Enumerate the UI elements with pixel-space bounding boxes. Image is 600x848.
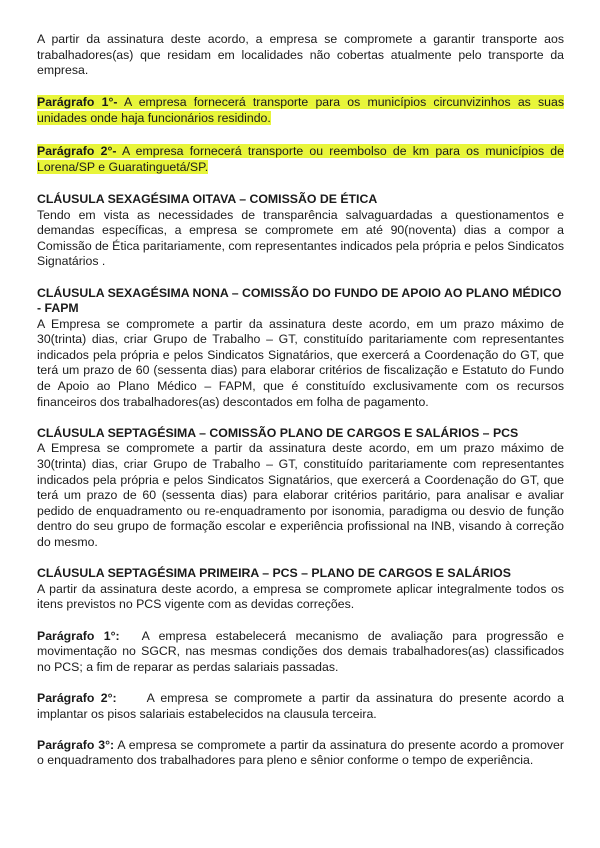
clause-70-heading: CLÁUSULA SEPTAGÉSIMA – COMISSÃO PLANO DE CARGOS E SALÁRIOS – PCS xyxy=(37,425,519,440)
clause-71-paragraph-2-label: Parágrafo 2°: xyxy=(37,690,117,705)
clause-68-body: Tendo em vista as necessidades de transparência salvaguardadas a questionamentos e demandas específicas, a empresa se compromete em até 90(noventa) dias a compor a Comissão de Ética paritariamente, com representantes indicados pela própria e pelos Sindicatos Signatários . xyxy=(37,207,565,269)
clause-71-paragraph-2 xyxy=(37,691,564,722)
paragraph-2-label: Parágrafo 2°- xyxy=(37,144,117,159)
paragraph-1-transport xyxy=(37,94,564,127)
clause-71-heading: CLÁUSULA SEPTAGÉSIMA PRIMEIRA – PCS – PLANO DE CARGOS E SALÁRIOS xyxy=(37,566,511,581)
clause-71-paragraph-3-label: Parágrafo 3°: xyxy=(37,737,115,752)
clause-71-paragraph-3 xyxy=(37,738,564,769)
paragraph-1-label: Parágrafo 1°- xyxy=(37,95,118,110)
clause-69-heading: CLÁUSULA SEXAGÉSIMA NONA – COMISSÃO DO FUNDO DE APOIO AO PLANO MÉDICO - FAPM xyxy=(37,285,562,316)
intro-paragraph: A partir da assinatura deste acordo, a empresa se compromete a garantir transporte aos trabalhadores(as) que residam em localidades não cobertas atualmente pelo transporte da empresa. xyxy=(37,32,564,78)
paragraph-1-text: A empresa fornecerá transporte para os municípios circunvizinhos as suas unidades onde haja funcionários residindo. xyxy=(37,95,565,125)
clause-71-paragraph-1 xyxy=(37,629,564,676)
clause-71-paragraph-1-label: Parágrafo 1°: xyxy=(37,628,120,643)
clause-70-body: A Empresa se compromete a partir da assinatura deste acordo, em um prazo máximo de 30(trinta) dias, criar Grupo de Trabalho – GT, constituído paritariamente com representantes indicados pela própria e pelos Sindicatos Signatários, que exercerá a Coordenação do GT, que terá um prazo de 60 (sessenta dias) para elaborar critérios paritário, para analisar e avaliar pedido de enquadramento ou re-enquadramento por isonomia, paradigma ou desvio de função dentro do seu grupo de formação escolar e experiência profissional na INB, visando à correção do mesmo. xyxy=(37,441,564,549)
clause-71-paragraph-1-text: A empresa estabelecerá mecanismo de avaliação para progressão e movimentação no SGCR, nas mesmas condições dos demais trabalhadores(as) classificados no PCS; a fim de reparar as perdas salariais passadas. xyxy=(37,628,564,674)
clause-71-paragraph-2-text: A empresa se compromete a partir da assinatura do presente acordo a implantar os pisos salariais estabelecidos na clausula terceira. xyxy=(37,690,564,721)
clause-71-paragraph-3-text: A empresa se compromete a partir da assinatura do presente acordo a promover o enquadramento dos trabalhadores para pleno e sênior conforme o tempo de experiência. xyxy=(37,737,564,768)
paragraph-2-transport xyxy=(37,143,564,176)
clause-71-body: A partir da assinatura deste acordo, a empresa se compromete aplicar integralmente todos os itens previstos no PCS vigente com as devidas correções. xyxy=(37,581,564,612)
clause-68-heading: CLÁUSULA SEXAGÉSIMA OITAVA – COMISSÃO DE ÉTICA xyxy=(37,191,378,206)
paragraph-2-text: A empresa fornecerá transporte ou reembolso de km para os municípios de Lorena/SP e Guaratinguetá/SP. xyxy=(37,144,564,174)
clause-69-body: A Empresa se compromete a partir da assinatura deste acordo, em um prazo máximo de 30(trinta) dias, criar Grupo de Trabalho – GT, constituído paritariamente com representantes indicados pela própria e pelos Sindicatos Signatários, que exercerá a Coordenação do GT, que terá um prazo de 60 (sessenta dias) para elaborar critérios de fiscalização e Estatuto do Fundo de Apoio ao Plano Médico – FAPM, que é constituído exclusivamente com os recursos financeiros dos trabalhadores(as) descontados em folha de pagamento. xyxy=(37,316,564,409)
